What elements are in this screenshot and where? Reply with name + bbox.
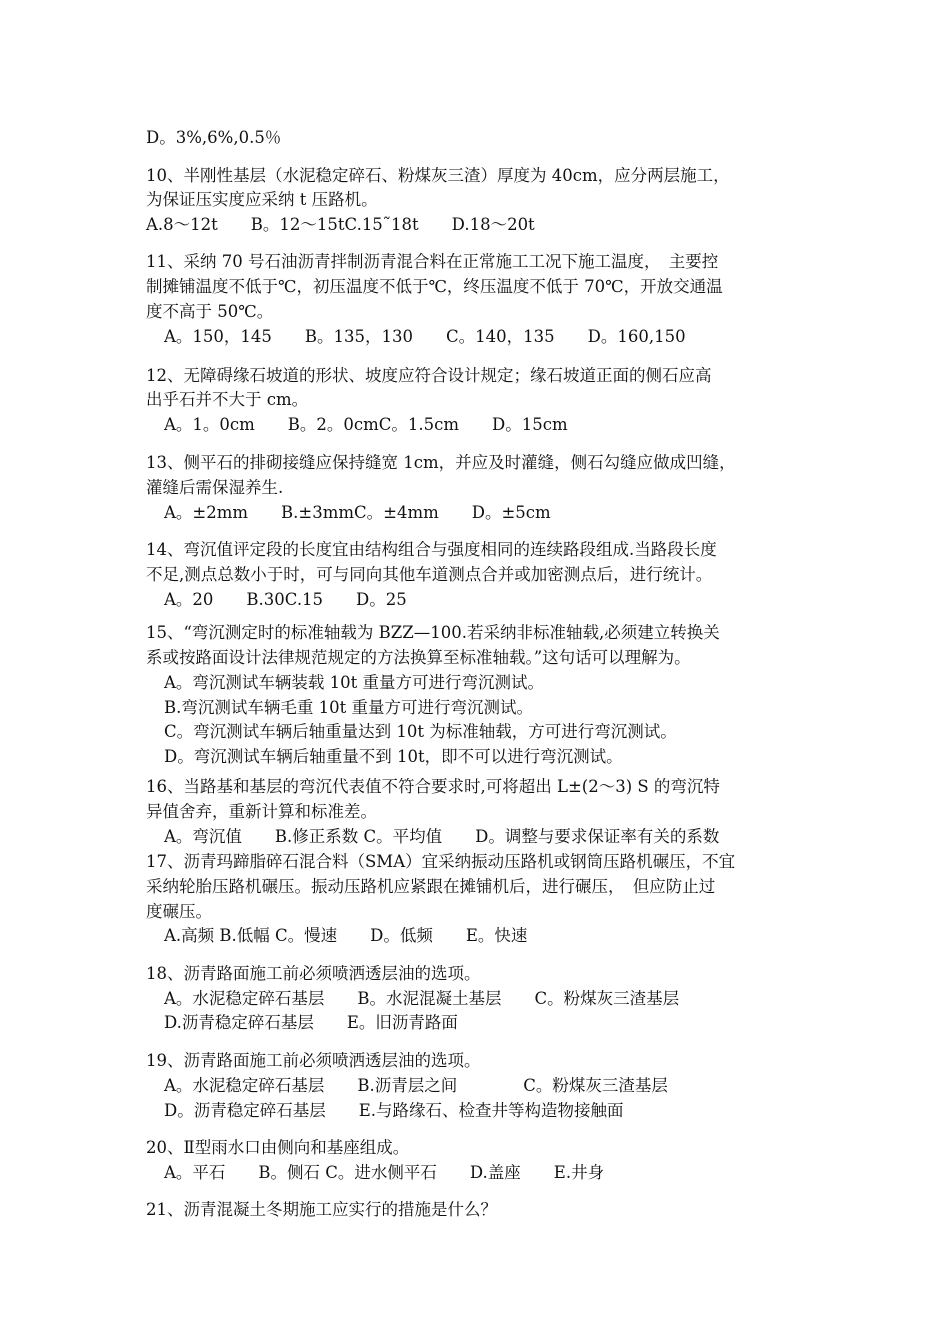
answer-option-line: A。±2mm B.±3mmC。±4mm D。±5cm (164, 503, 551, 522)
question-text-line: 13、侧平石的排砌接缝应保持缝宽 1cm，并应及时灌缝，侧石勾缝应做成凹缝， (146, 453, 736, 472)
answer-option-line: C。弯沉测试车辆后轴重量达到 10t 为标准轴载，方可进行弯沉测试。 (164, 722, 677, 741)
question-text-line: D。3%,6%,0.5％ (146, 128, 282, 147)
question-text-line: 18、沥青路面施工前必须喷洒透层油的选项。 (146, 964, 481, 983)
question-text-line: 14、弯沉值评定段的长度宜由结构组合与强度相同的连续路段组成.当路段长度 (146, 540, 717, 559)
question-text-line: 11、采纳 70 号石油沥青拌制沥青混合料在正常施工工况下施工温度， 主要控 (146, 252, 719, 271)
question-text-line: 12、无障碍缘石坡道的形状、坡度应符合设计规定；缘石坡道正面的侧石应高 (146, 366, 712, 385)
question-text-line: 出乎石并不大于 cm。 (146, 390, 309, 409)
question-text-line: 度碾压。 (146, 902, 212, 921)
question-text-line: 灌缝后需保湿养生. (146, 478, 284, 497)
question-text-line: 10、半刚性基层（水泥稳定碎石、粉煤灰三渣）厚度为 40cm，应分两层施工， (146, 166, 730, 185)
answer-option-line: A。弯沉值 B.修正系数 C。平均值 D。调整与要求保证率有关的系数 (164, 827, 720, 846)
question-text-line: 系或按路面设计法律规范规定的方法换算至标准轴载。”这句话可以理解为。 (146, 648, 691, 667)
question-text-line: 采纳轮胎压路机碾压。振动压路机应紧跟在摊铺机后，进行碾压， 但应防止过 (146, 877, 716, 896)
answer-option-line: A。150，145 B。135，130 C。140，135 D。160,150 (164, 327, 686, 346)
answer-option-line: A。20 B.30C.15 D。25 (164, 590, 407, 609)
answer-option-line: D。沥青稳定碎石基层 E.与路缘石、检查井等构造物接触面 (164, 1101, 624, 1120)
answer-option-line: B.弯沉测试车辆毛重 10t 重量方可进行弯沉测试。 (164, 698, 533, 717)
answer-option-line: D.沥青稳定碎石基层 E。旧沥青路面 (164, 1013, 458, 1032)
answer-option-line: A。水泥稳定碎石基层 B.沥青层之间 C。粉煤灰三渣基层 (164, 1076, 668, 1095)
question-text-line: 19、沥青路面施工前必须喷洒透层油的选项。 (146, 1051, 481, 1070)
question-text-line: 制摊铺温度不低于℃，初压温度不低于℃，终压温度不低于 70℃，开放交通温 (146, 277, 723, 296)
answer-option-line: A。水泥稳定碎石基层 B。水泥混凝土基层 C。粉煤灰三渣基层 (164, 989, 680, 1008)
question-text-line: 不足,测点总数小于时，可与同向其他车道测点合并或加密测点后，进行统计。 (146, 565, 713, 584)
question-text-line: A.8～12t B。12～15tC.15˜18t D.18～20t (146, 215, 535, 234)
answer-option-line: A。1。0cm B。2。0cmC。1.5cm D。15cm (164, 415, 568, 434)
question-text-line: 15、“弯沉测定时的标准轴载为 BZZ—100.若采纳非标准轴载,必须建立转换关 (146, 623, 720, 642)
question-text-line: 17、沥青玛蹄脂碎石混合料（SMA）宜采纳振动压路机或钢筒压路机碾压，不宜 (146, 852, 736, 871)
answer-option-line: A.高频 B.低幅 C。慢速 D。低频 E。快速 (164, 926, 528, 945)
answer-option-line: D。弯沉测试车辆后轴重量不到 10t，即不可以进行弯沉测试。 (164, 747, 623, 766)
answer-option-line: A。平石 B。侧石 C。进水侧平石 D.盖座 E.井身 (164, 1163, 605, 1182)
question-text-line: 度不高于 50℃。 (146, 302, 274, 321)
answer-option-line: A。弯沉测试车辆装载 10t 重量方可进行弯沉测试。 (164, 673, 545, 692)
question-text-line: 21、沥青混凝土冬期施工应实行的措施是什么？ (146, 1200, 497, 1219)
question-text-line: 20、Ⅱ型雨水口由侧向和基座组成。 (146, 1138, 410, 1157)
question-text-line: 为保证压实度应采纳 t 压路机。 (146, 190, 378, 209)
question-text-line: 异值舍弃，重新计算和标准差。 (146, 802, 377, 821)
question-text-line: 16、当路基和基层的弯沉代表值不符合要求时,可将超出 L±(2～3) S 的弯沉特 (146, 777, 720, 796)
